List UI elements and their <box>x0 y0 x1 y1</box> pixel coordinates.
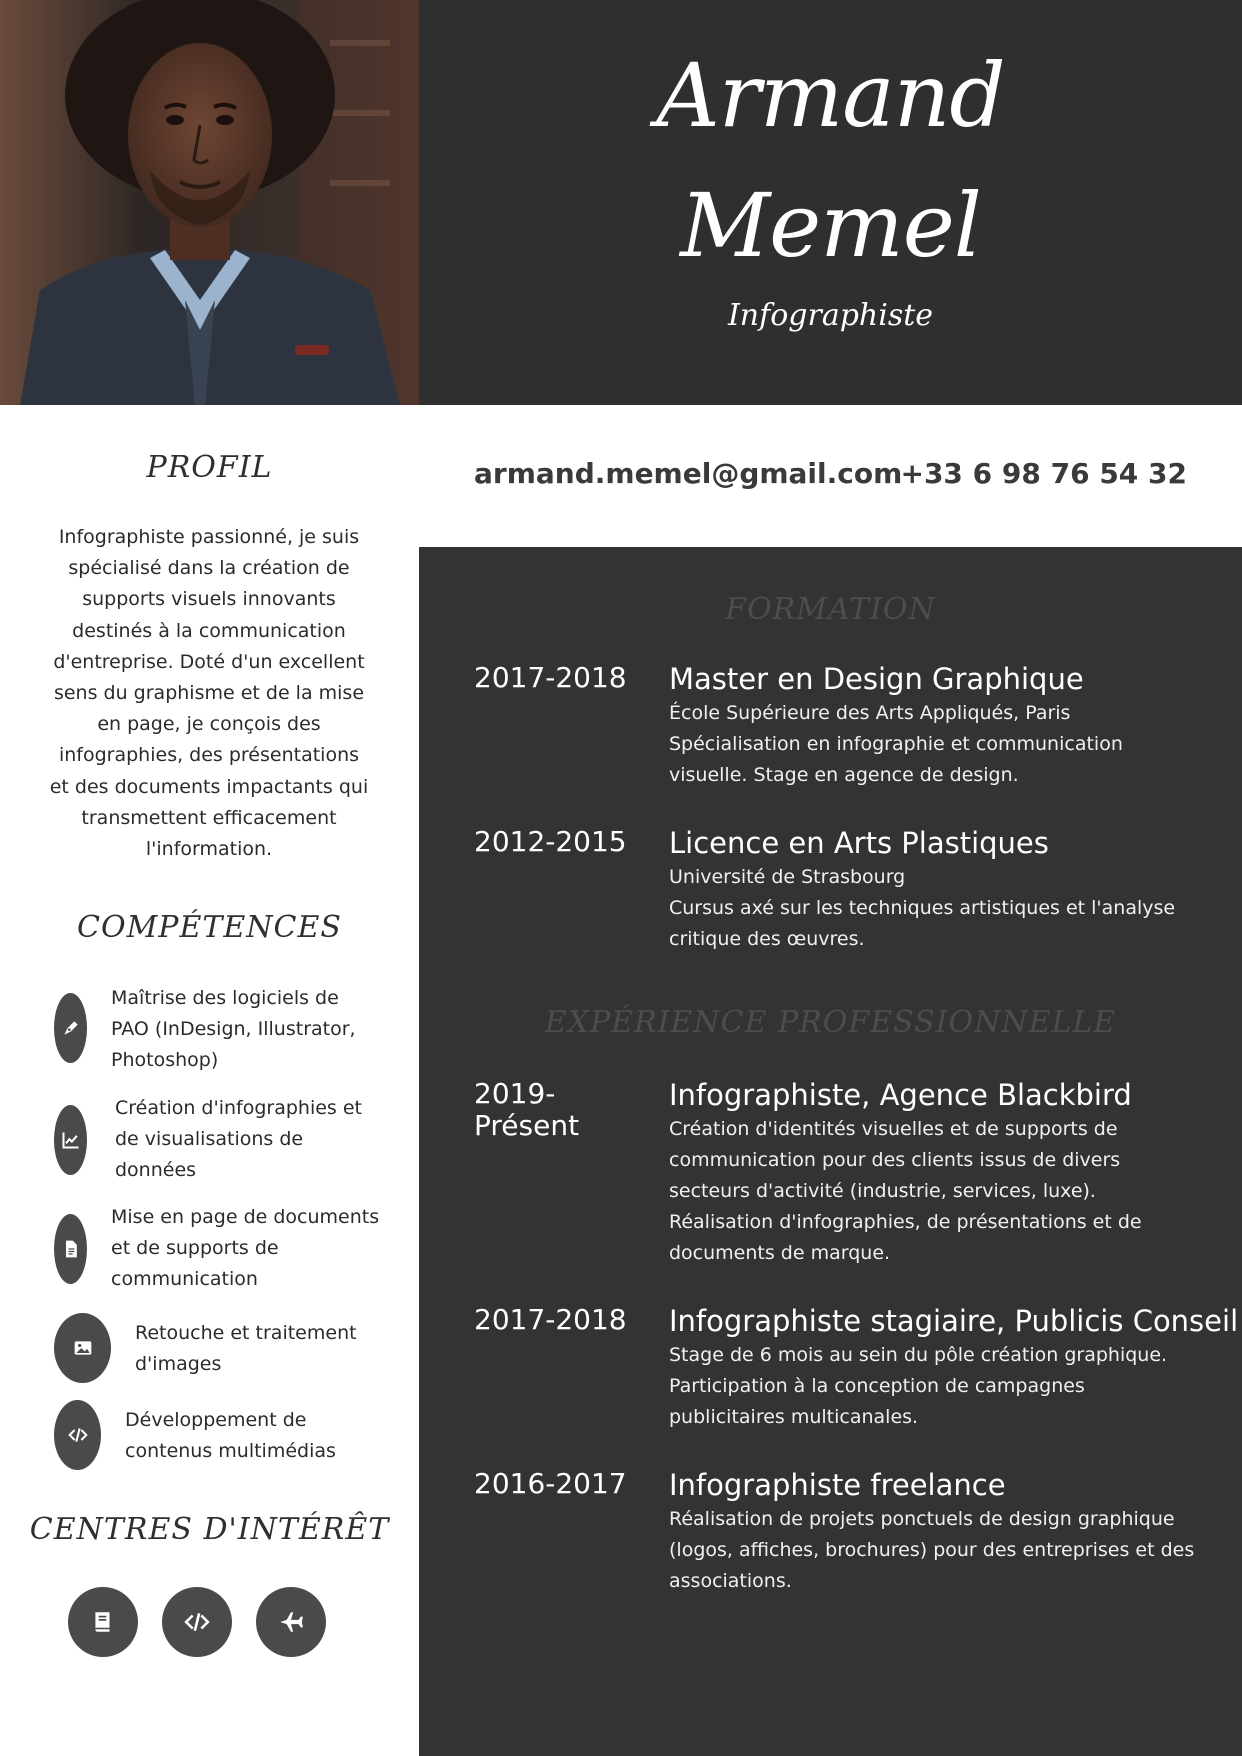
phone-number[interactable]: +33 6 98 76 54 32 <box>900 457 1187 490</box>
entry-years: 2017-2018 <box>474 661 627 694</box>
interests-heading: CENTRES D'INTÉRÊT <box>29 1512 390 1547</box>
experience-heading: EXPÉRIENCE PROFESSIONNELLE <box>544 1005 1117 1040</box>
profile-photo <box>0 0 419 405</box>
profile-heading: PROFIL <box>146 450 273 485</box>
code-icon <box>54 1400 101 1470</box>
education-heading: FORMATION <box>725 592 936 627</box>
pen-nib-icon <box>54 993 87 1063</box>
skill-label: Retouche et traitement d'images <box>135 1322 357 1375</box>
airplane-icon <box>256 1587 326 1657</box>
entry-description: Création d'identités visuelles et de supports de communication pour des clients issus de divers secteurs d'activité (industrie, services, luxe). Réalisation d'infographies, de présentations et de documents de marque. <box>669 1118 1142 1264</box>
skill-label: Développement de contenus multimédias <box>125 1409 336 1462</box>
skill-item <box>54 1313 384 1385</box>
code-icon <box>162 1587 232 1657</box>
entry-years: 2016-2017 <box>474 1467 627 1500</box>
skill-item <box>54 1202 384 1292</box>
last-name: Memel <box>680 174 981 277</box>
skills-heading: COMPÉTENCES <box>77 910 342 945</box>
skill-label: Mise en page de documents et de supports de communication <box>111 1206 380 1290</box>
entry-title: Licence en Arts Plastiques <box>669 826 1049 860</box>
entry-description: Réalisation de projets ponctuels de design graphique (logos, affiches, brochures) pour des entreprises et des associations. <box>669 1508 1195 1592</box>
entry-school: Université de Strasbourg <box>669 866 906 888</box>
document-icon <box>54 1214 87 1284</box>
profile-text: Infographiste passionné, je suis spécialisé dans la création de supports visuels innovants destinés à la communication d'entreprise. Doté d'un excellent sens du graphisme et de la mise en page, je conçois des infographies, des présentations et des documents impactants qui transmettent efficacement l'information. <box>49 526 369 861</box>
entry-description: Stage de 6 mois au sein du pôle création graphique. Participation à la conception de campagnes publicitaires multicanales. <box>669 1344 1168 1428</box>
book-icon <box>68 1587 138 1657</box>
interests-icons <box>68 1587 368 1659</box>
skill-item <box>54 1093 384 1183</box>
entry-years: 2012-2015 <box>474 825 627 858</box>
line-chart-icon <box>54 1105 87 1175</box>
entry-title: Infographiste stagiaire, Publicis Conseil <box>669 1304 1239 1338</box>
entry-title: Infographiste, Agence Blackbird <box>669 1078 1132 1112</box>
image-icon <box>54 1313 111 1383</box>
main-panel <box>419 547 1242 1756</box>
job-title: Infographiste <box>727 298 934 333</box>
skill-label: Création d'infographies et de visualisations de données <box>115 1097 363 1181</box>
skill-item <box>54 983 384 1073</box>
skill-label: Maîtrise des logiciels de PAO (InDesign, Illustrator, Photoshop) <box>111 987 356 1071</box>
entry-school: École Supérieure des Arts Appliqués, Paris <box>669 702 1071 724</box>
contact-bar <box>419 405 1242 548</box>
skill-item <box>54 1400 384 1472</box>
email-link[interactable]: armand.memel@gmail.com <box>474 457 903 490</box>
entry-description: Cursus axé sur les techniques artistiques et l'analyse critique des œuvres. <box>669 897 1176 950</box>
entry-years: 2019-Présent <box>474 1077 580 1142</box>
first-name: Armand <box>656 44 1005 147</box>
entry-years: 2017-2018 <box>474 1303 627 1336</box>
entry-title: Master en Design Graphique <box>669 662 1084 696</box>
entry-description: Spécialisation en infographie et communication visuelle. Stage en agence de design. <box>669 733 1123 786</box>
entry-title: Infographiste freelance <box>669 1468 1006 1502</box>
sidebar <box>0 405 419 1756</box>
header-banner <box>419 0 1242 405</box>
